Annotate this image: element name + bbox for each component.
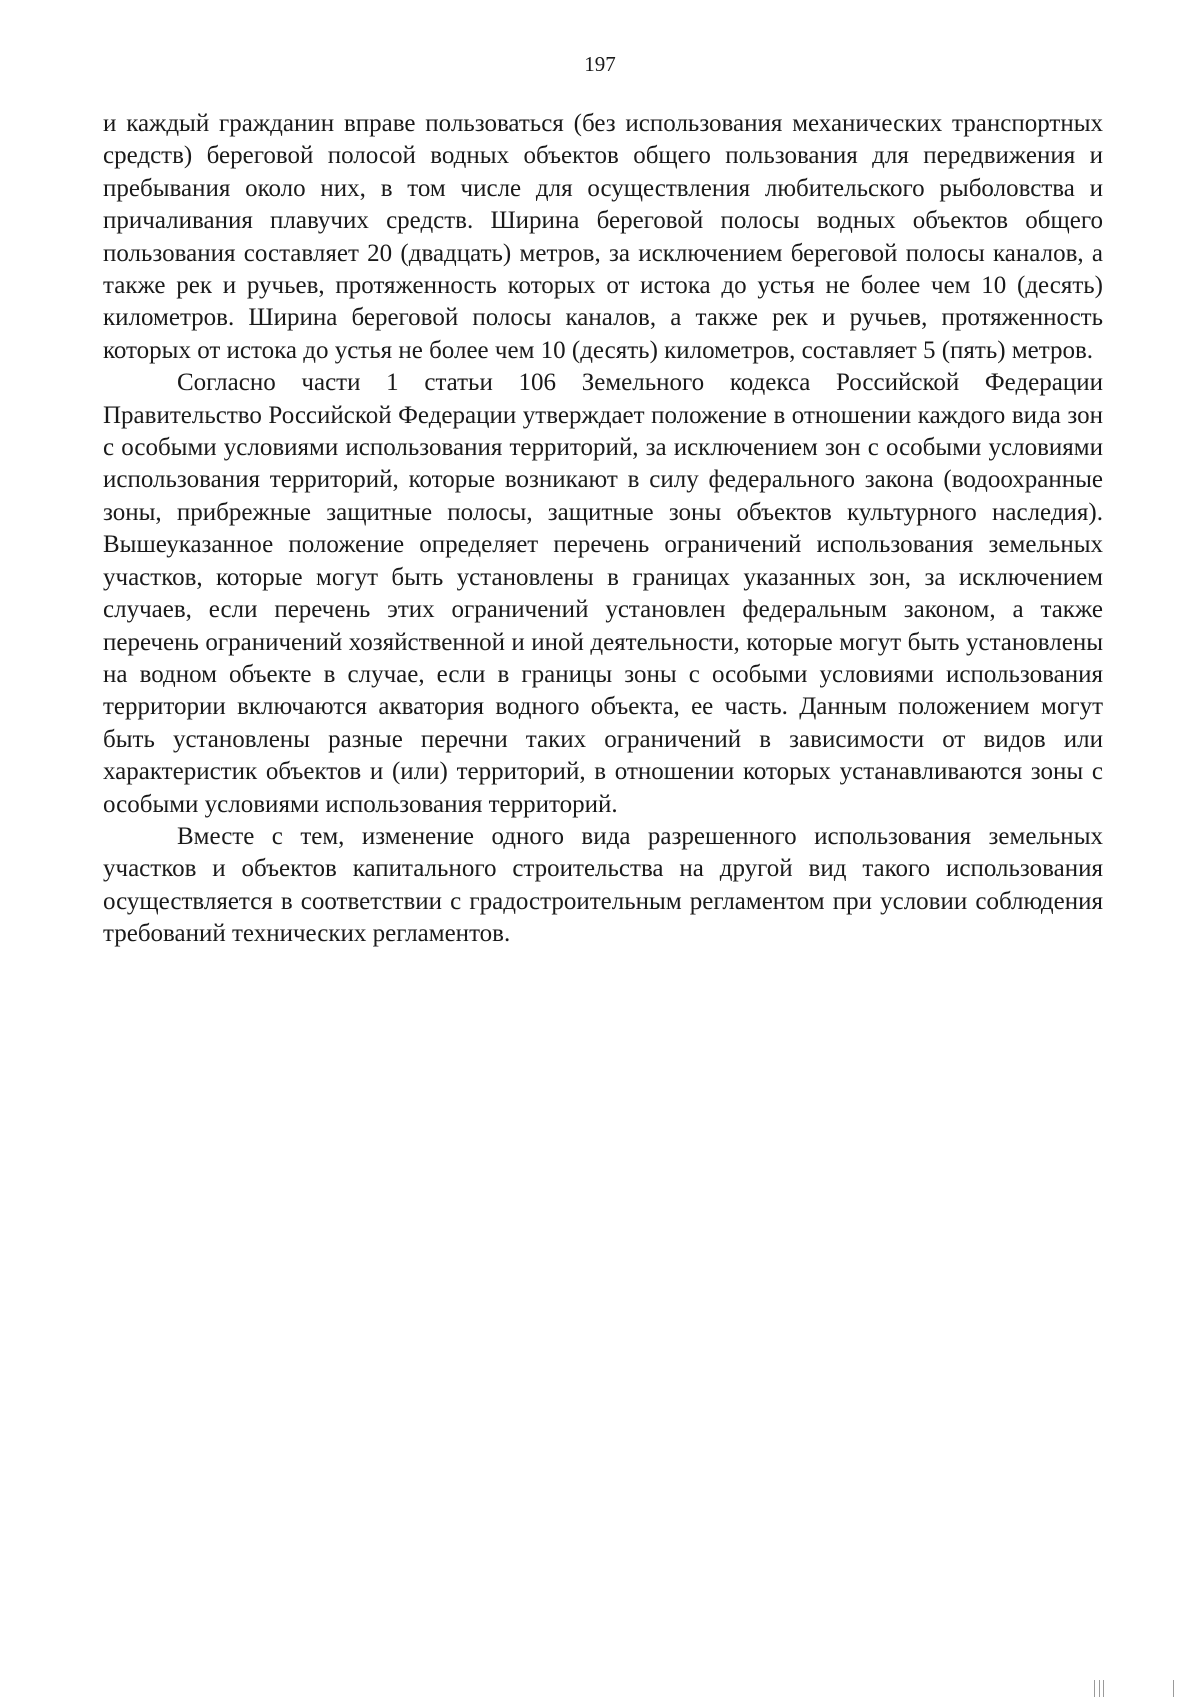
page-number: 197 [584, 52, 616, 76]
paragraph-2: Согласно части 1 статьи 106 Земельного кодекса Российской Федерации Правительство Российской Федерации утверждает положение в отношении каждого вида зон с особыми условиями использования территорий, за исключением зон с особыми условиями использования территорий, которые возникают в силу федерального закона (водоохранные зоны, прибрежные защитные полосы, защитные зоны объектов культурного наследия). Вышеуказанное положение определяет перечень ограничений использования земельных участков, которые могут быть установлены в границах указанных зон, за исключением случаев, если перечень этих ограничений установлен федеральным законом, а также перечень ограничений хозяйственной и иной деятельности, которые могут быть установлены на водном объекте в случае, если в границы зоны с особыми условиями использования территории включаются акватория водного объекта, ее часть. Данным положением могут быть установлены разные перечни таких ограничений в зависимости от видов или характеристик объектов и (или) территорий, в отношении которых устанавливаются зоны с особыми условиями использования территорий. [103, 369, 1103, 818]
scan-mark [1103, 1680, 1104, 1697]
paragraph-1: и каждый гражданин вправе пользоваться (без использования механических транспортных средств) береговой полосой водных объектов общего пользования для передвижения и пребывания около них, в том числе для осуществления любительского рыболовства и причаливания плавучих средств. Ширина береговой полосы водных объектов общего пользования составляет 20 (двадцать) метров, за исключением береговой полосы каналов, а также рек и ручьев, протяженность которых от истока до устья не более чем 10 (десять) километров. Ширина береговой полосы каналов, а также рек и ручьев, протяженность которых от истока до устья не более чем 10 (десять) километров, составляет 5 (пять) метров. [103, 110, 1103, 364]
scan-mark [1094, 1680, 1095, 1697]
scan-marks [1090, 1680, 1200, 1697]
scan-mark [1173, 1680, 1174, 1697]
scan-mark [1099, 1680, 1100, 1697]
paragraph-3: Вместе с тем, изменение одного вида разрешенного использования земельных участков и объектов капитального строительства на другой вид такого использования осуществляется в соответствии с градостроительным регламентом при условии соблюдения требований технических регламентов. [103, 822, 1103, 948]
document-body [103, 108, 1103, 951]
